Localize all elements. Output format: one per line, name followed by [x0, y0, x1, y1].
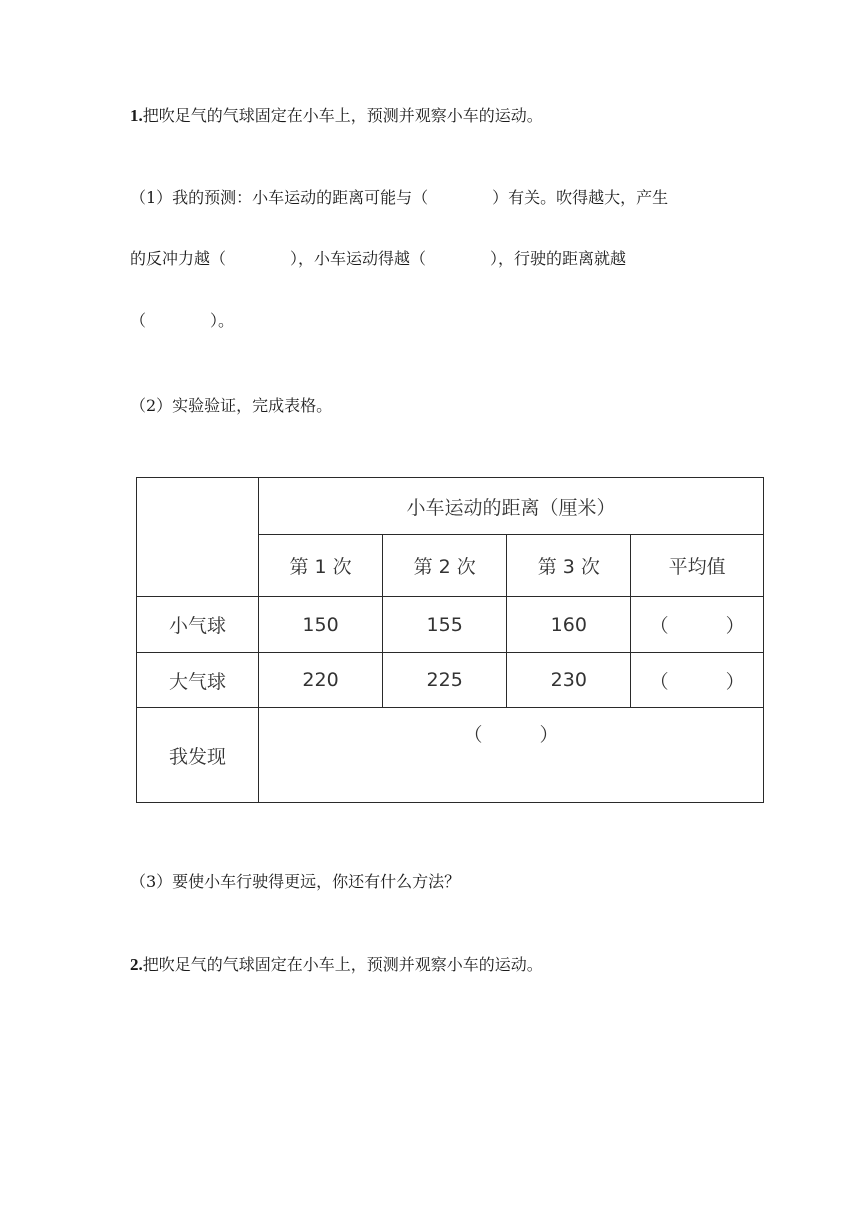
column-header-3: 第 3 次 [507, 535, 631, 597]
question-1-part2: （2）实验验证，完成表格。 [130, 396, 333, 415]
question-2-number: 2. [130, 955, 143, 974]
discover-blank[interactable]: （ ） [258, 708, 763, 803]
question-1-text: 把吹足气的气球固定在小车上，预测并观察小车的运动。 [142, 106, 543, 125]
table-row [137, 597, 764, 653]
average-blank-big[interactable]: （ ） [631, 653, 764, 708]
table-row [137, 653, 764, 708]
question-1-title [130, 106, 543, 126]
table-corner-cell [137, 478, 259, 597]
table-cell: 160 [507, 597, 631, 653]
question-1-number: 1. [130, 106, 143, 125]
table-cell: 220 [258, 653, 382, 708]
column-header-2: 第 2 次 [383, 535, 507, 597]
question-1-part1-line1: （1）我的预测：小车运动的距离可能与（ ）有关。吹得越大，产生 [130, 188, 669, 207]
question-2-text: 把吹足气的气球固定在小车上，预测并观察小车的运动。 [142, 955, 543, 974]
table-cell: 225 [383, 653, 507, 708]
average-blank-small[interactable]: （ ） [631, 597, 764, 653]
row-label-small-balloon: 小气球 [137, 597, 259, 653]
results-table [136, 477, 764, 803]
row-label-discover: 我发现 [137, 708, 259, 803]
table-cell: 155 [383, 597, 507, 653]
table-header-row [137, 478, 764, 535]
column-header-average: 平均值 [631, 535, 764, 597]
question-1-part1-line3: （ ）。 [130, 311, 235, 330]
question-1-part1-line2: 的反冲力越（ ），小车运动得越（ ），行驶的距离就越 [130, 249, 627, 268]
row-label-big-balloon: 大气球 [137, 653, 259, 708]
table-row [137, 708, 764, 803]
column-header-1: 第 1 次 [258, 535, 382, 597]
table-cell: 150 [258, 597, 382, 653]
question-1-part3: （3）要使小车行驶得更远，你还有什么方法？ [130, 872, 461, 891]
table-cell: 230 [507, 653, 631, 708]
table-header-span: 小车运动的距离（厘米） [258, 478, 763, 535]
question-2-title [130, 955, 543, 975]
